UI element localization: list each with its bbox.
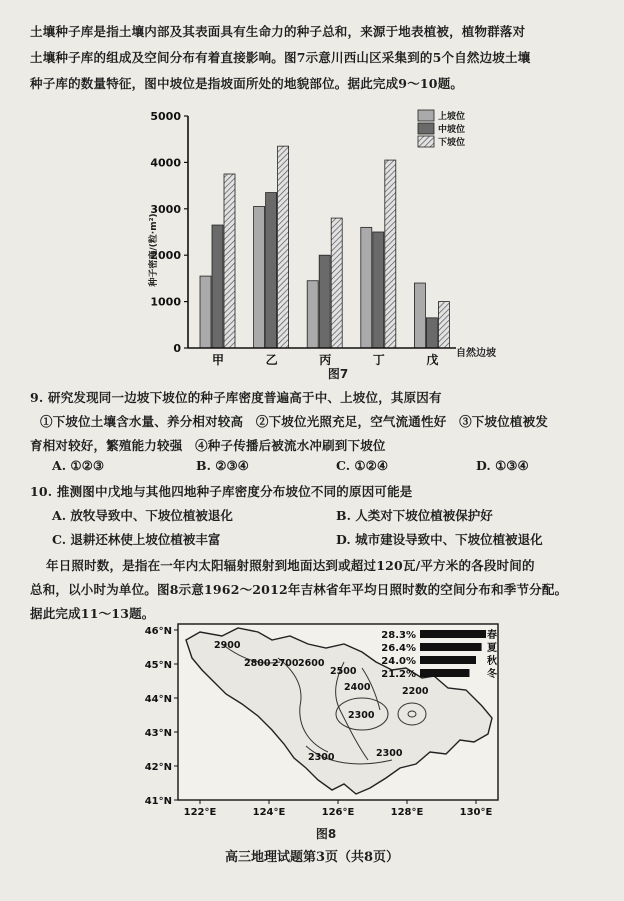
q9-statements-line2: 育相对较好，繁殖能力较强 ④种子传播后被流水冲刷到下坡位 [30,438,386,453]
page-footer: 高三地理试题第3页（共8页） [224,850,400,865]
fig7-bar [319,255,330,348]
fig7-y-tick-label: 1000 [150,295,181,309]
q10-stem: 10. 推测图中戊地与其他四地种子库密度分布坡位不同的原因可能是 [30,484,413,499]
intro1-line2: 土壤种子库的组成及空间分布有着直接影响。图7示意川西山区采集到的5个自然边坡土壤 [30,50,531,65]
fig7-y-tick-label: 2000 [150,249,181,263]
fig8-season-name: 冬 [487,669,497,680]
fig8-isoline-label: 2500 [330,666,357,677]
fig7-category-label: 丁 [372,353,385,367]
fig7-category-label: 乙 [265,353,278,367]
fig8-season-bar [420,669,469,677]
fig8-season-bar [420,656,476,664]
fig7-legend-label: 中坡位 [438,125,466,135]
fig7-bar [373,232,384,348]
fig7-bar [414,283,425,348]
q9-option-a[interactable]: A. ①②③ [52,458,105,473]
fig7-bar [224,174,235,348]
fig8-season-percent: 26.4% [381,643,416,654]
fig8-lon-label: 122°E [183,807,217,818]
fig8-season-bar [420,630,486,638]
fig7-x-axis-label: 自然边坡 [456,348,496,359]
fig8-lat-label: 41°N [144,796,172,807]
fig8-isoline-label: 2700 [272,658,299,669]
fig8-season-percent: 24.0% [381,656,416,667]
fig7-caption: 图7 [327,367,349,381]
fig8-lon-label: 124°E [252,807,286,818]
fig7-y-axis-label: 种子密度/(粒·m²) [149,213,159,287]
q9-option-b[interactable]: B. ②③④ [196,458,249,473]
fig7-bar [426,318,437,348]
fig7-y-tick-label: 0 [173,342,181,355]
fig8-lon-label: 126°E [321,807,355,818]
fig7-y-tick-label: 3000 [150,202,181,216]
fig7-category-label: 戊 [426,353,439,367]
fig8-isoline-label: 2200 [402,686,429,697]
fig7-bar [278,146,289,348]
q10-option-c[interactable]: C. 退耕还林使上坡位植被丰富 [52,532,221,547]
fig8-season-name: 春 [487,630,497,641]
fig7-legend-label: 下坡位 [438,138,466,148]
fig7-bar [361,227,372,348]
fig8-isoline-label: 2400 [344,682,371,693]
fig8-lat-label: 44°N [144,694,172,705]
q9-option-d[interactable]: D. ①③④ [476,458,529,473]
fig8-isoline-label: 2900 [214,640,241,651]
fig7-legend-swatch [418,110,434,121]
fig7-bar [212,225,223,348]
fig8-caption: 图8 [315,827,337,841]
fig7-category-label: 丙 [319,353,332,367]
fig7-bar [438,302,449,348]
fig8-isoline-label: 2600 [298,658,325,669]
fig7-bar [307,281,318,348]
fig7-bar [331,218,342,348]
intro2-line3: 据此完成11～13题。 [30,606,155,621]
fig7-legend-swatch [418,136,434,147]
fig8-lat-label: 45°N [144,660,172,671]
intro1-line1: 土壤种子库是指土壤内部及其表面具有生命力的种子总和，来源于地表植被，植物群落对 [30,24,526,39]
fig7-legend-label: 上坡位 [438,112,466,122]
fig7-legend-swatch [418,123,434,134]
intro2-line1: 年日照时数，是指在一年内太阳辐射照射到地面达到或超过120瓦/平方米的各段时间的 [46,558,535,573]
fig8-season-name: 夏 [487,643,497,654]
fig7-bar [254,206,265,348]
q9-option-c[interactable]: C. ①②④ [336,458,389,473]
q10-option-a[interactable]: A. 放牧导致中、下坡位植被退化 [52,508,233,523]
intro2-line2: 总和，以小时为单位。图8示意1962～2012年吉林省年平均日照时数的空间分布和季节分配。 [30,582,568,597]
q9-statements-line1: ①下坡位土壤含水量、养分相对较高 ②下坡位光照充足，空气流通性好 ③下坡位植被发 [40,414,549,429]
fig8-lat-label: 43°N [144,728,172,739]
fig7-category-label: 甲 [211,353,225,367]
fig8-lon-label: 130°E [459,807,493,818]
fig8-season-percent: 21.2% [381,669,416,680]
fig7-bar [385,160,396,348]
q10-option-b[interactable]: B. 人类对下坡位植被保护好 [336,508,493,523]
fig8-season-name: 秋 [487,656,497,667]
figure-8-map [130,618,510,846]
fig7-y-tick-label: 5000 [150,110,181,123]
fig8-isoline-label: 2300 [308,752,335,763]
fig8-lon-label: 128°E [390,807,424,818]
fig7-bar [200,276,211,348]
q10-option-d[interactable]: D. 城市建设导致中、下坡位植被退化 [336,532,543,547]
figure-7-bar-chart [120,100,540,385]
fig8-lat-label: 42°N [144,762,172,773]
fig7-y-tick-label: 4000 [150,156,181,170]
fig8-isoline-label: 2800 [244,658,271,669]
fig8-lat-label: 46°N [144,626,172,637]
q9-stem: 9. 研究发现同一边坡下坡位的种子库密度普遍高于中、上坡位，其原因有 [30,390,442,405]
fig8-season-percent: 28.3% [381,630,416,641]
intro1-line3: 种子库的数量特征，图中坡位是指坡面所处的地貌部位。据此完成9～10题。 [30,76,464,91]
fig8-isoline-label: 2300 [376,748,403,759]
fig8-season-bar [420,643,482,651]
fig7-bar [266,193,277,348]
fig8-isoline-label: 2300 [348,710,375,721]
